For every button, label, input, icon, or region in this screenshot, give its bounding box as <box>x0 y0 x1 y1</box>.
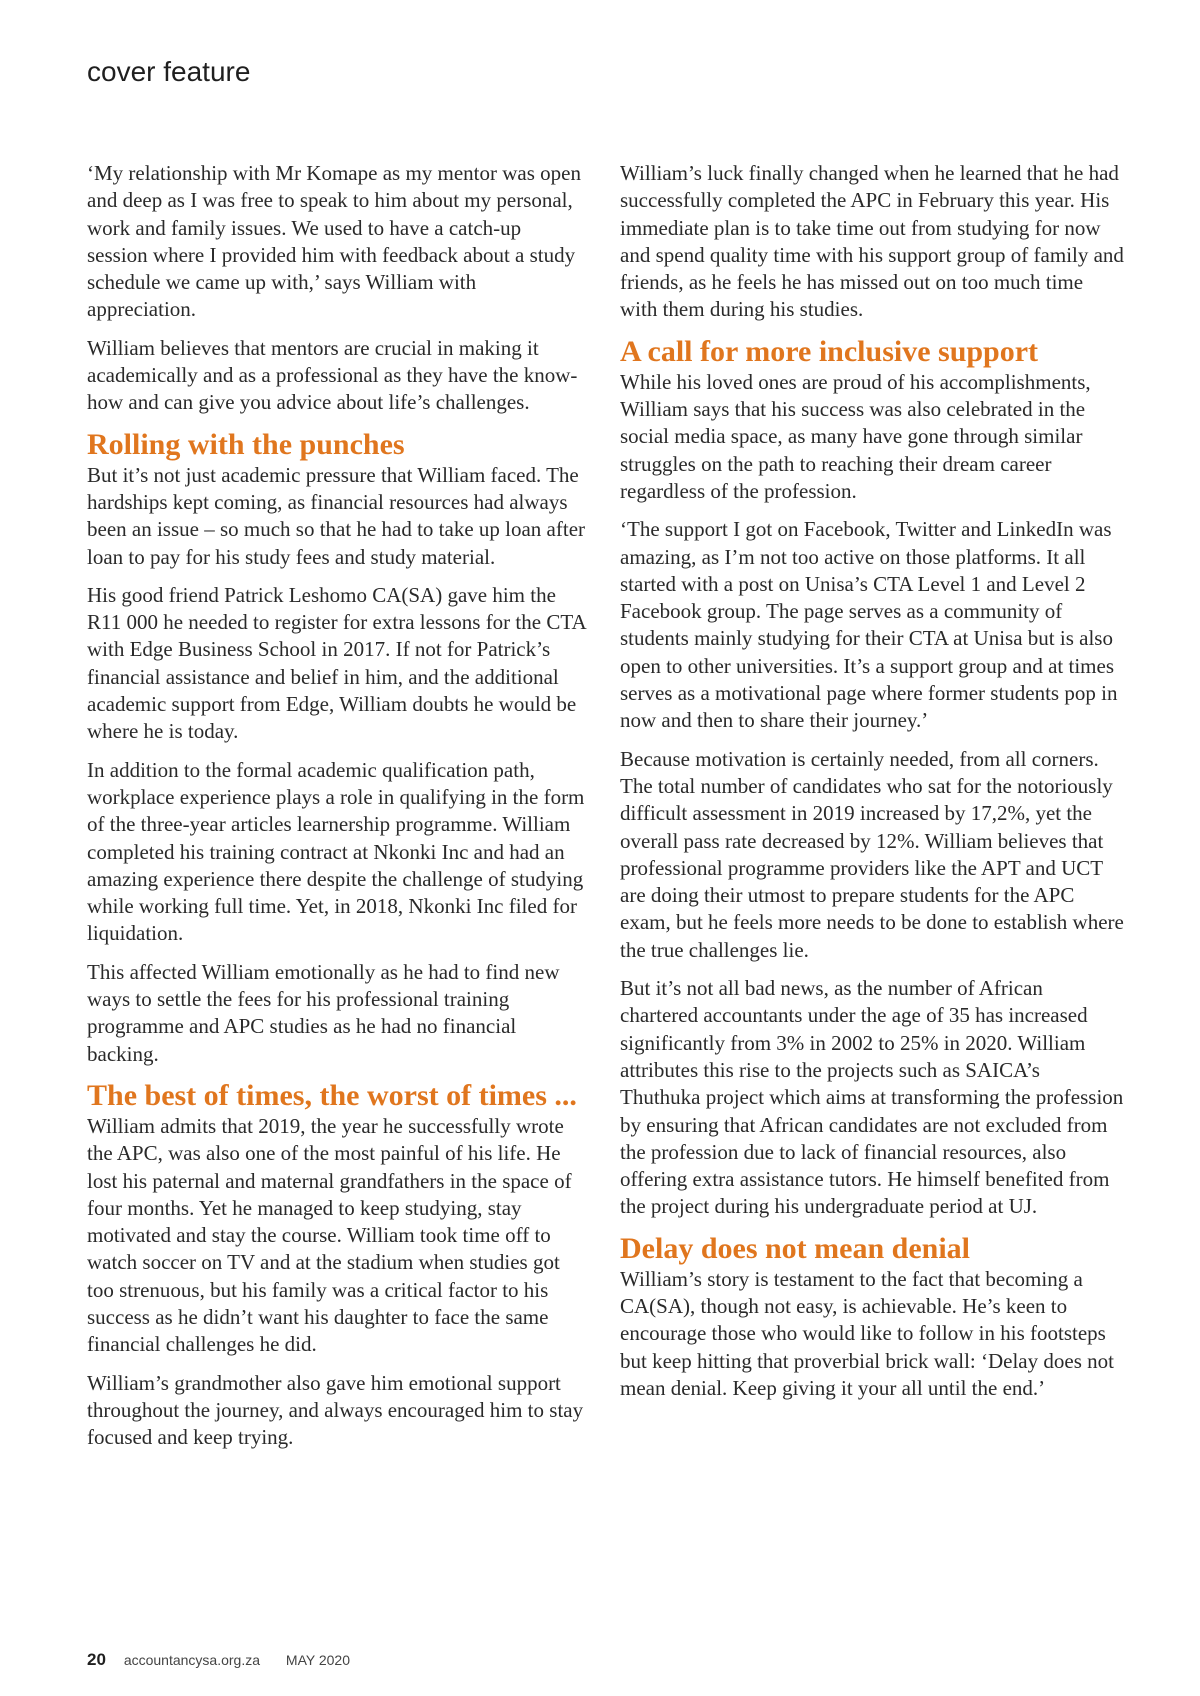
paragraph: William’s luck finally changed when he learned that he had successfully completed the APC in February this year. His immediate plan is to take time out from studying for now and spend quality time with his support group of family and friends, as he feels he has missed out on too much time with them during his studies. <box>620 161 1124 322</box>
left-column <box>87 160 587 1462</box>
page-footer <box>87 1650 350 1670</box>
paragraph: But it’s not all bad news, as the number of African chartered accountants under the age of 35 has increased significantly from 3% in 2002 to 25% in 2020. William attributes this rise to the projects such as SAICA’s Thuthuka project which aims at transforming the profession by ensuring that African candidates are not excluded from the profession due to lack of financial resources, also offering extra assistance tutors. He himself benefited from the project during his undergraduate period at UJ. <box>620 976 1124 1219</box>
issue-date: MAY 2020 <box>285 1652 350 1668</box>
section-label: cover feature <box>87 56 251 87</box>
paragraph: In addition to the formal academic qualification path, workplace experience plays a role in qualifying in the form of the three-year articles learnership programme. William completed his training contract at Nkonki Inc and had an amazing experience there despite the challenge of studying while working full time. Yet, in 2018, Nkonki Inc filed for liquidation. <box>87 757 585 946</box>
subheading: Rolling with the punches <box>87 427 405 461</box>
paragraph: But it’s not just academic pressure that William faced. The hardships kept coming, as financial resources had always been an issue – so much so that he had to take up loan after loan to pay for his study fees and study material. <box>87 462 586 569</box>
paragraph: William admits that 2019, the year he successfully wrote the APC, was also one of the most painful of his life. He lost his paternal and maternal grandfathers in the space of four months. Yet he managed to keep studying, stay motivated and stay the course. William took time off to watch soccer on TV and at the stadium when studies got too strenuous, but his family was a critical factor to his success as he didn’t want his daughter to face the same financial challenges he did. <box>87 1113 572 1357</box>
paragraph: His good friend Patrick Leshomo CA(SA) gave him the R11 000 he needed to register for extra lessons for the CTA with Edge Business School in 2017. If not for Patrick’s financial assistance and belief in him, and the additional academic support from Edge, William doubts he would be where he is today. <box>87 582 586 744</box>
subheading: A call for more inclusive support <box>620 334 1039 368</box>
paragraph: ‘My relationship with Mr Komape as my mentor was open and deep as I was free to speak to him about my personal, work and family issues. We used to have a catch-up session where I provided him with feedback about a study schedule we came up with,’ says William with appreciation. <box>87 161 581 322</box>
paragraph: ‘The support I got on Facebook, Twitter and LinkedIn was amazing, as I’m not too active on those platforms. It all started with a post on Unisa’s CTA Level 1 and Level 2 Facebook group. The page serves as a community of students mainly studying for their CTA at Unisa but is also open to other universities. It’s a support group and at times serves as a motivational page where former students pop in now and then to share their journey.’ <box>620 517 1118 733</box>
paragraph: Because motivation is certainly needed, from all corners. The total number of candidates who sat for the notoriously difficult assessment in 2019 increased by 17,2%, yet the overall pass rate decreased by 12%. William believes that professional programme providers like the APT and UCT are doing their utmost to prepare students for the APC exam, but he feels more needs to be done to establish where the true challenges lie. <box>620 746 1124 962</box>
paragraph: William’s grandmother also gave him emotional support throughout the journey, and always encouraged him to stay focused and keep trying. <box>87 1370 584 1450</box>
right-column <box>620 160 1125 1413</box>
paragraph: This affected William emotionally as he had to find new ways to settle the fees for his professional training programme and APC studies as he had no financial backing. <box>87 959 560 1066</box>
paragraph: William’s story is testament to the fact that becoming a CA(SA), though not easy, is achievable. He’s keen to encourage those who would like to follow in his footsteps but keep hitting that proverbial brick wall: ‘Delay does not mean denial. Keep giving it your all until the end.’ <box>620 1266 1114 1400</box>
paragraph: William believes that mentors are crucial in making it academically and as a professional as they have the know-how and can give you advice about life’s challenges. <box>87 335 578 415</box>
paragraph: While his loved ones are proud of his accomplishments, William says that his success was also celebrated in the social media space, as many have gone through similar struggles on the path to reaching their dream career regardless of the profession. <box>620 369 1091 503</box>
subheading: The best of times, the worst of times ... <box>87 1078 577 1112</box>
website-link[interactable]: accountancysa.org.za <box>123 1652 261 1668</box>
subheading: Delay does not mean denial <box>620 1231 971 1265</box>
page-number: 20 <box>87 1650 106 1669</box>
